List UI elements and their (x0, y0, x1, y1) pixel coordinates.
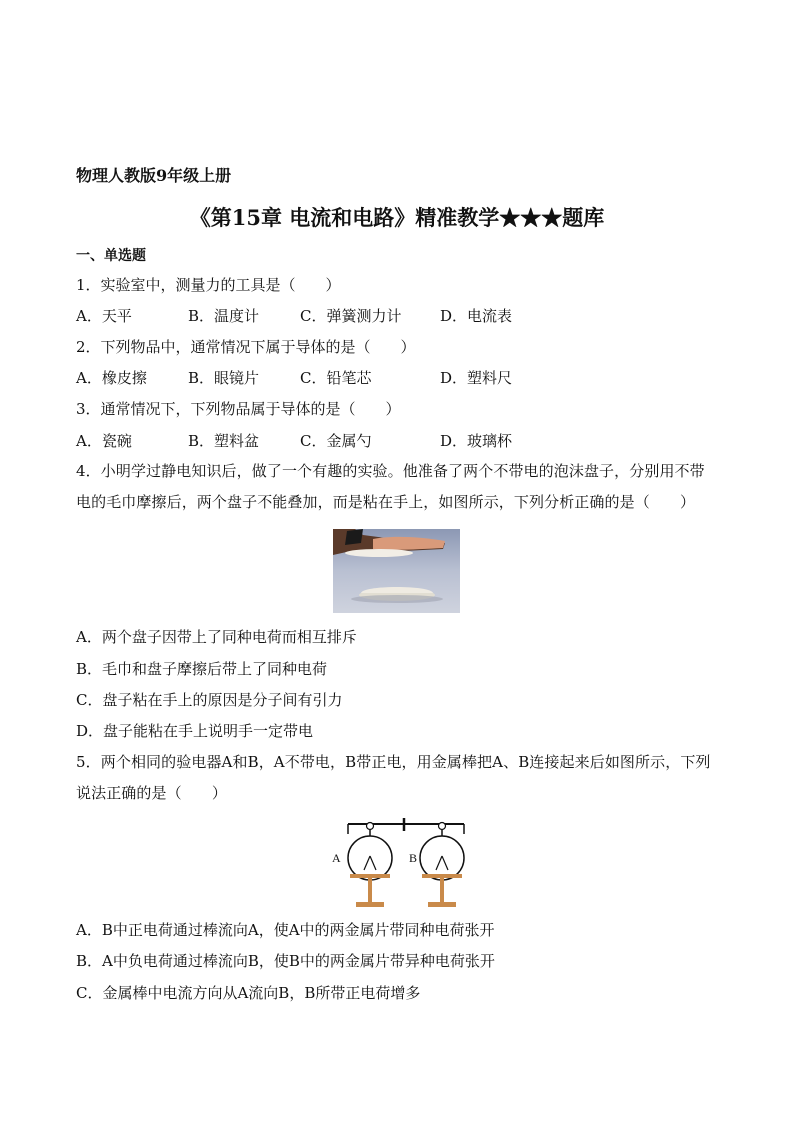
option-a: A．瓷碗 (76, 432, 132, 450)
question-5-option-b: B．A中负电荷通过棒流向B，使B中的两金属片带异种电荷张开 (76, 952, 495, 970)
question-4-stem: 4．小明学过静电知识后，做了一个有趣的实验。他准备了两个不带电的泡沫盘子，分别用不带电的毛巾摩擦后，两个盘子不能叠加，而是粘在手上，如图所示，下列分析正确的是（ ） (76, 462, 705, 511)
option-a: A．橡皮擦 (76, 369, 147, 387)
question-3-stem: 3．通常情况下，下列物品属于导体的是（ ） (76, 400, 401, 418)
label-b: B (409, 851, 418, 865)
option-d: D．电流表 (440, 307, 513, 325)
question-2-stem: 2．下列物品中，通常情况下属于导体的是（ ） (76, 338, 416, 356)
question-5-stem: 5．两个相同的验电器A和B，A不带电，B带正电，用金属棒把A、B连接起来后如图所示，下列说法正确的是（ ） (76, 753, 711, 802)
document-title: 《第15章 电流和电路》精准教学★★★题库 (189, 205, 605, 230)
question-4-option-b: B．毛巾和盘子摩擦后带上了同种电荷 (76, 660, 328, 678)
foam-plate-photo (333, 529, 460, 613)
electroscope-a (348, 823, 392, 908)
option-d: D．塑料尺 (440, 369, 513, 387)
document-subtitle: 物理人教版9年级上册 (76, 166, 232, 185)
question-3-options (76, 431, 512, 451)
electroscope-diagram (328, 816, 468, 912)
question-2-options (76, 368, 512, 388)
question-4-option-a: A．两个盘子因带上了同种电荷而相互排斥 (76, 628, 357, 646)
question-1-stem: 1．实验室中，测量力的工具是（ ） (76, 276, 341, 294)
option-b: B．温度计 (188, 307, 260, 325)
question-5-option-c: C．金属棒中电流方向从A流向B，B所带正电荷增多 (76, 984, 421, 1002)
question-4-option-d: D．盘子能粘在手上说明手一定带电 (76, 722, 314, 740)
option-a: A．天平 (76, 307, 132, 325)
option-c: C．弹簧测力计 (300, 307, 402, 325)
question-1-options (76, 306, 512, 326)
option-c: C．铅笔芯 (300, 369, 372, 387)
option-c: C．金属勺 (300, 432, 372, 450)
electroscope-b (420, 823, 464, 908)
label-a: A (332, 851, 341, 865)
option-b: B．塑料盆 (188, 432, 260, 450)
question-4-option-c: C．盘子粘在手上的原因是分子间有引力 (76, 691, 343, 709)
option-d: D．玻璃杯 (440, 432, 513, 450)
question-5-option-a: A．B中正电荷通过棒流向A，使A中的两金属片带同种电荷张开 (76, 921, 495, 939)
section-heading: 一、单选题 (76, 248, 146, 264)
option-b: B．眼镜片 (188, 369, 260, 387)
